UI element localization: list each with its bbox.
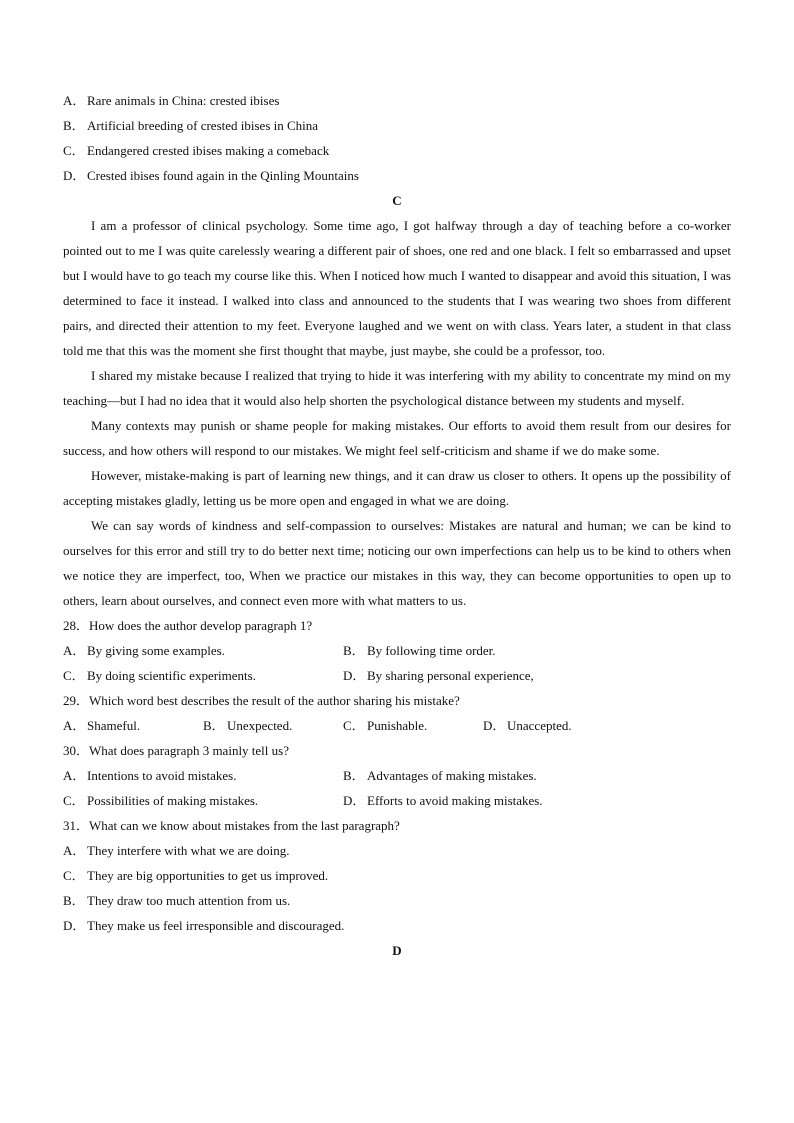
section-heading-c: C [392, 193, 402, 208]
question-stem: 28．How does the author develop paragraph 1? [63, 618, 313, 633]
option-d: D． By sharing personal experience, [343, 668, 534, 683]
option-b: B． Unexpected. [203, 718, 293, 733]
option-a: A． Rare animals in China: crested ibises [63, 93, 280, 108]
question-30 [63, 738, 731, 813]
option-c: C． They are big opportunities to get us improved. [63, 868, 329, 883]
option-a: A． They interfere with what we are doing. [63, 843, 290, 858]
option-a: A． Intentions to avoid mistakes. [63, 768, 237, 783]
option-c: C． Possibilities of making mistakes. [63, 793, 259, 808]
option-c: C． Punishable. [343, 718, 428, 733]
option-row [63, 788, 731, 813]
option-row [63, 638, 731, 663]
option-d: D． Efforts to avoid making mistakes. [343, 793, 543, 808]
question-31 [63, 813, 731, 938]
question-stem: 30．What does paragraph 3 mainly tell us? [63, 743, 289, 758]
option-row [63, 713, 731, 738]
option-row [63, 763, 731, 788]
question-29 [63, 688, 731, 738]
option-b: B． Advantages of making mistakes. [343, 768, 537, 783]
paragraph-3: Many contexts may punish or shame people for making mistakes. Our efforts to avoid them result from our desires for success, and how others will respond to our mistakes. We might feel self-criticism and shame if we do make some. [63, 418, 731, 458]
option-d: D． Crested ibises found again in the Qinling Mountains [63, 168, 359, 183]
question-stem: 29．Which word best describes the result of the author sharing his mistake? [63, 693, 460, 708]
paragraph-5: We can say words of kindness and self-compassion to ourselves: Mistakes are natural and human; we can be kind to ourselves for this error and still try to do better next time; noticing our own imperfections can help us to be kind to others when we notice they are imperfect, too, When we practice our mistakes in this way, they can become opportunities to open up to others, learn about ourselves, and connect even more with what matters to us. [63, 518, 731, 608]
option-a: A． By giving some examples. [63, 643, 225, 658]
option-d: D． They make us feel irresponsible and discouraged. [63, 918, 345, 933]
option-row [63, 663, 731, 688]
option-c: C． By doing scientific experiments. [63, 668, 256, 683]
previous-question-options [63, 88, 731, 188]
paragraph-2: I shared my mistake because I realized that trying to hide it was interfering with my ability to concentrate my mind on my teaching—but I had no idea that it would also help shorten the psychological distance between my students and myself. [63, 368, 731, 408]
option-b: B． By following time order. [343, 643, 496, 658]
passage-c [63, 213, 731, 613]
option-a: A． Shameful. [63, 718, 141, 733]
exam-page [63, 88, 731, 963]
option-d: D． Unaccepted. [483, 718, 572, 733]
option-b: B． They draw too much attention from us. [63, 893, 291, 908]
question-stem: 31．What can we know about mistakes from the last paragraph? [63, 818, 400, 833]
paragraph-4: However, mistake-making is part of learning new things, and it can draw us closer to others. It opens up the possibility of accepting mistakes gladly, letting us be more open and engaged in what we are doing. [63, 468, 731, 508]
question-28 [63, 613, 731, 688]
section-heading-d: D [392, 943, 402, 958]
option-b: B． Artificial breeding of crested ibises in China [63, 118, 319, 133]
option-c: C． Endangered crested ibises making a comeback [63, 143, 330, 158]
paragraph-1: I am a professor of clinical psychology. Some time ago, I got halfway through a day of teaching before a co-worker pointed out to me I was quite carelessly wearing a different pair of shoes, one red and one black. I felt so embarrassed and upset but I would have to go teach my course like this. When I noticed how much I wanted to disappear and avoid this situation, I was determined to face it instead. I walked into class and announced to the students that I was wearing two shoes from different pairs, and directed their attention to my feet. Everyone laughed and we went on with class. Years later, a student in that class told me that this was the moment she first thought that maybe, just maybe, she could be a professor, too. [63, 218, 731, 358]
